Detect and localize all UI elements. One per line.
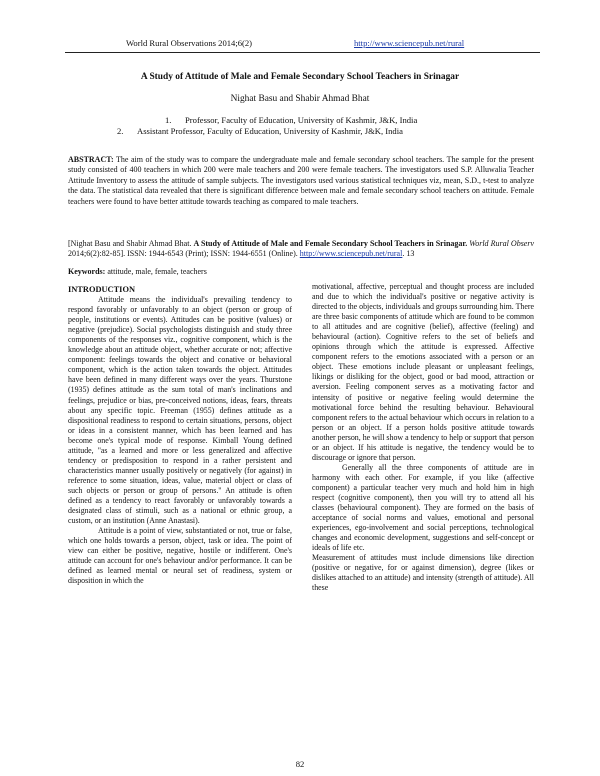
introduction-heading: INTRODUCTION bbox=[68, 285, 136, 294]
paper-authors: Nighat Basu and Shabir Ahmad Bhat bbox=[230, 94, 370, 104]
citation-details: 2014;6(2):82-85]. ISSN: 1944-6543 (Print); ISSN: 1944-6551 (Online). bbox=[68, 249, 300, 259]
keywords-text: attitude, male, female, teachers bbox=[105, 267, 207, 276]
citation bbox=[68, 239, 534, 260]
citation-suffix: . 13 bbox=[402, 249, 415, 259]
affiliation-number: 2. bbox=[117, 126, 124, 136]
running-head bbox=[0, 38, 600, 52]
citation-link[interactable]: http://www.sciencepub.net/rural bbox=[299, 249, 403, 259]
journal-citation: World Rural Observations 2014;6(2) bbox=[126, 38, 253, 48]
citation-title: A Study of Attitude of Male and Female Secondary School Teachers in Srinagar. bbox=[193, 239, 468, 248]
keywords-label: Keywords: bbox=[68, 267, 106, 276]
body-paragraph: Attitude is a point of view, substantiated or not, true or false, which one holds towards a person, object, task or idea. The point of view can either be positive, negative, hostile or indifferent. One's attitude can account for one's behaviour and/or performance. It can be defined as learned mental or neural set of readiness, system or disposition in which the bbox=[68, 526, 292, 586]
affiliation-text: Assistant Professor, Faculty of Education, University of Kashmir, J&K, India bbox=[137, 126, 403, 136]
page-number: 82 bbox=[295, 759, 305, 769]
paper-title: A Study of Attitude of Male and Female Secondary School Teachers in Srinagar bbox=[140, 72, 460, 82]
header-divider bbox=[65, 52, 540, 53]
body-paragraph: Measurement of attitudes must include dimensions like direction (positive or negative, for or against dimension), degree (likes or dislikes attached to an attitude) and intensity (strength of attitude). All these bbox=[312, 553, 534, 593]
body-paragraph: motivational, affective, perceptual and thought process are included and due to which the individual's positive or negative activity is directed to the objects, individuals and groups surrounding him. There are three basic components of attitude which are found to be common to all attitudes and are cognitive (belief), affective (feeling) and behavioural (action). Cognitive refers to the set of beliefs and opinions through which the attitude is expressed. Affective component refers to the emotions associated with a person or an object. These emotions include pleasant or unpleasant feelings, likings or disliking for the object, good or bad mood, attraction or aversion. Feeling component serves as a motivating factor and intensity of positive or negative feeling would determine the motivational force behind the resulting behaviour. Behavioural component refers to the actual behaviour which occurs in relation to a person or an object. If a person holds positive attitude towards another person, he will show a tendency to help or support that person or an object. If his attitude is negative, the tendency would be to discourage or ignore that person. bbox=[312, 282, 534, 462]
keywords bbox=[68, 267, 534, 277]
right-column bbox=[312, 282, 534, 593]
citation-journal: World Rural Observ bbox=[467, 239, 535, 248]
journal-url-link[interactable]: http://www.sciencepub.net/rural bbox=[354, 38, 465, 48]
affiliation-text: Professor, Faculty of Education, University of Kashmir, J&K, India bbox=[185, 115, 418, 125]
citation-prefix: [Nighat Basu and Shabir Ahmad Bhat. bbox=[68, 239, 194, 248]
affiliation-number: 1. bbox=[165, 115, 172, 125]
abstract-label: ABSTRACT: bbox=[68, 155, 114, 164]
body-paragraph: Generally all the three components of attitude are in harmony with each other. For example, if you like (affective component) a particular teacher very much and hold him in high respect (cognitive component), then you will try to attend all his classes (behavioural component). They are formed on the basis of acceptance of social norms and values, emotional and personal experiences, ego-involvement and social perceptions, technological changes and economic development, suggestions and self-concept or ideals of life etc. bbox=[312, 462, 534, 553]
abstract-text: The aim of the study was to compare the undergraduate male and female secondary school teachers. The sample for the present study consisted of 400 teachers in which 200 were male teachers and 200 were female teachers. The investigators used S.P. Alluwalia Teacher Attitude Inventory to assess the attitude of sample subjects. The investigators used various statistical techniques viz, mean, S.D., t-test to analyze the data. The statistical data revealed that there is significant difference between male and female secondary school teachers on attitude. Female teachers were found to have better attitude towards teaching as compared to male teachers. bbox=[68, 155, 534, 206]
left-column bbox=[68, 285, 292, 586]
body-paragraph: Attitude means the individual's prevailing tendency to respond favorably or unfavorably to an object (person or group of people, institutions or events). Attitudes can be positive (values) or negative (prejudice). Social psychologists distinguish and study three components of the responses viz., cognitive component, which is the knowledge about an attitude object, whether accurate or not; affective component: feelings towards the object and conative or behavioral component, which is the action taken towards the object. Attitudes have been defined in many different ways over the years. Thurstone (1935) defines attitude as the sum total of man's inclinations and feelings, prejudice or bias, pre-conceived notions, ideas, fears, threats about any specific topic. Freeman (1955) defines attitude as a dispositional readiness to respond to certain situations, persons, object or ideas in a consistent manner, which has been learned and has become one's typical mode of response. Kimball Young defined attitude, "as a learned and more or less generalized and affective tendency or predisposition to respond in a rather persistent and characteristics manner usually positively or negatively (for against) in reference to some situation, ideas, value, material object or class of such objects or person or group of persons." An attitude is often defined as a tendency to react favorably or unfavorably towards a designated class of stimuli, such as a national or ethnic group, a custom, or an institution (Anne Anastasi). bbox=[68, 295, 292, 526]
abstract bbox=[68, 155, 534, 207]
